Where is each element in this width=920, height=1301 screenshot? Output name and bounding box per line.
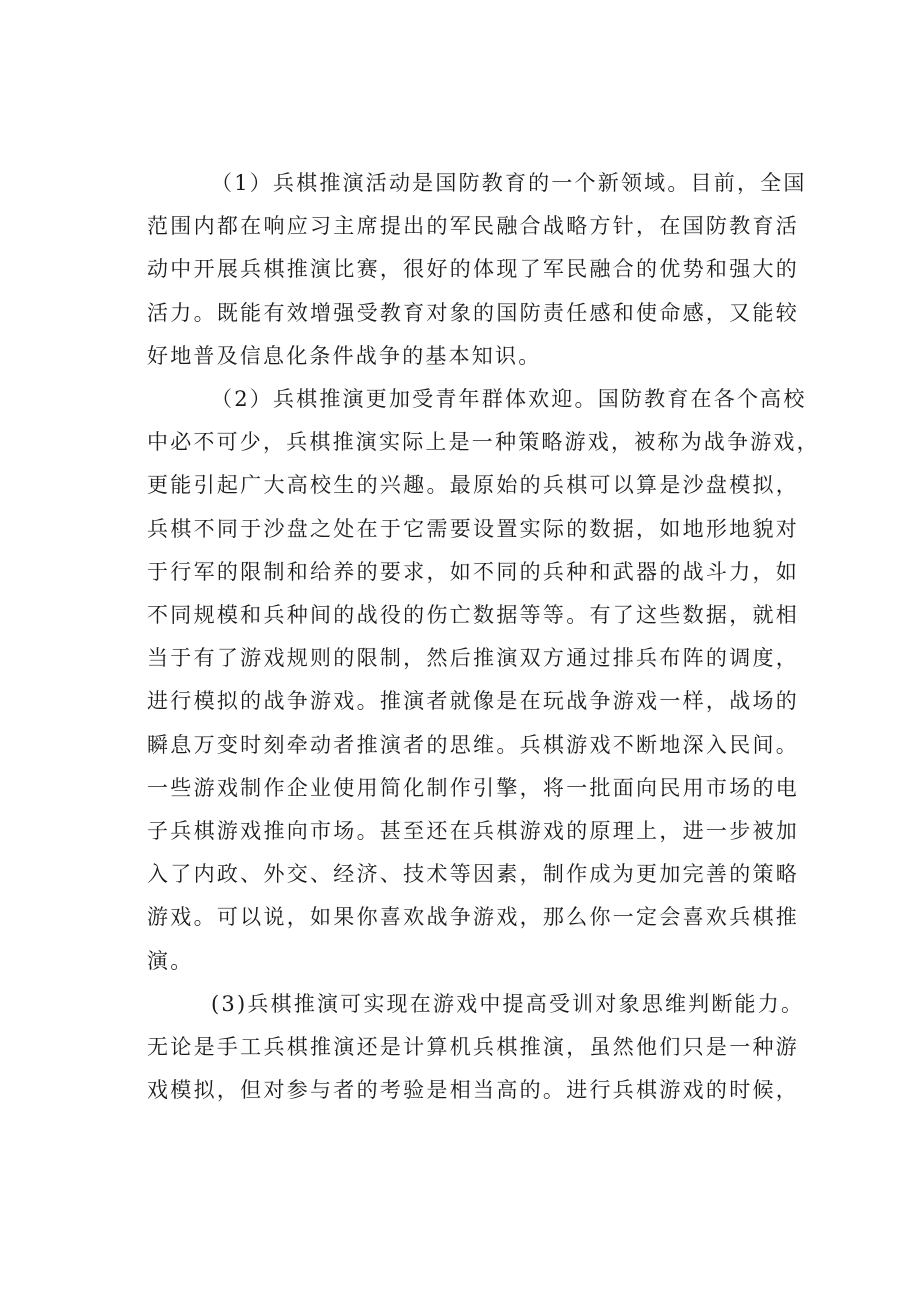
- text-line: 范围内都在响应习主席提出的军民融合战略方针，在国防教育活: [147, 214, 799, 239]
- text-line: 进行模拟的战争游戏。推演者就像是在玩战争游戏一样，战场的: [147, 689, 799, 714]
- text-line: 当于有了游戏规则的限制，然后推演双方通过排兵布阵的调度，: [147, 646, 799, 671]
- text-line: 活力。既能有效增强受教育对象的国防责任感和使命感，又能较: [147, 300, 799, 325]
- text-line: (3)兵棋推演可实现在游戏中提高受训对象思维判断能力。: [211, 991, 805, 1016]
- text-line: 一些游戏制作企业使用简化制作引擎，将一批面向民用市场的电: [147, 775, 799, 800]
- text-line: 游戏。可以说，如果你喜欢战争游戏，那么你一定会喜欢兵棋推: [147, 905, 799, 930]
- document-body: [147, 162, 820, 1112]
- text-line: 更能引起广大高校生的兴趣。最原始的兵棋可以算是沙盘模拟，: [147, 473, 799, 498]
- text-line: 无论是手工兵棋推演还是计算机兵棋推演，虽然他们只是一种游: [147, 1035, 799, 1060]
- text-line: 瞬息万变时刻牵动者推演者的思维。兵棋游戏不断地深入民间。: [147, 732, 799, 757]
- text-line: 好地普及信息化条件战争的基本知识。: [147, 343, 542, 368]
- paragraph-2: [147, 378, 820, 983]
- text-line: （2）兵棋推演更加受青年群体欢迎。国防教育在各个高校: [211, 387, 807, 412]
- text-line: （1）兵棋推演活动是国防教育的一个新领域。目前，全国: [211, 171, 807, 195]
- text-line: 动中开展兵棋推演比赛，很好的体现了军民融合的优势和强大的: [147, 257, 799, 282]
- text-line: 中必不可少，兵棋推演实际上是一种策略游戏，被称为战争游戏，: [147, 430, 820, 455]
- text-line: 于行军的限制和给养的要求，如不同的兵种和武器的战斗力，如: [147, 559, 799, 584]
- paragraph-1: [147, 162, 807, 378]
- text-line: 兵棋不同于沙盘之处在于它需要设置实际的数据，如地形地貌对: [147, 516, 799, 541]
- text-line: 入了内政、外交、经济、技术等因素，制作成为更加完善的策略: [147, 862, 799, 887]
- text-line: 演。: [147, 948, 194, 973]
- text-line: 不同规模和兵种间的战役的伤亡数据等等。有了这些数据，就相: [147, 603, 799, 628]
- text-line: 子兵棋游戏推向市场。甚至还在兵棋游戏的原理上，进一步被加: [147, 819, 799, 844]
- text-line: 戏模拟，但对参与者的考验是相当高的。进行兵棋游戏的时候，: [147, 1078, 799, 1103]
- paragraph-3: [147, 983, 805, 1113]
